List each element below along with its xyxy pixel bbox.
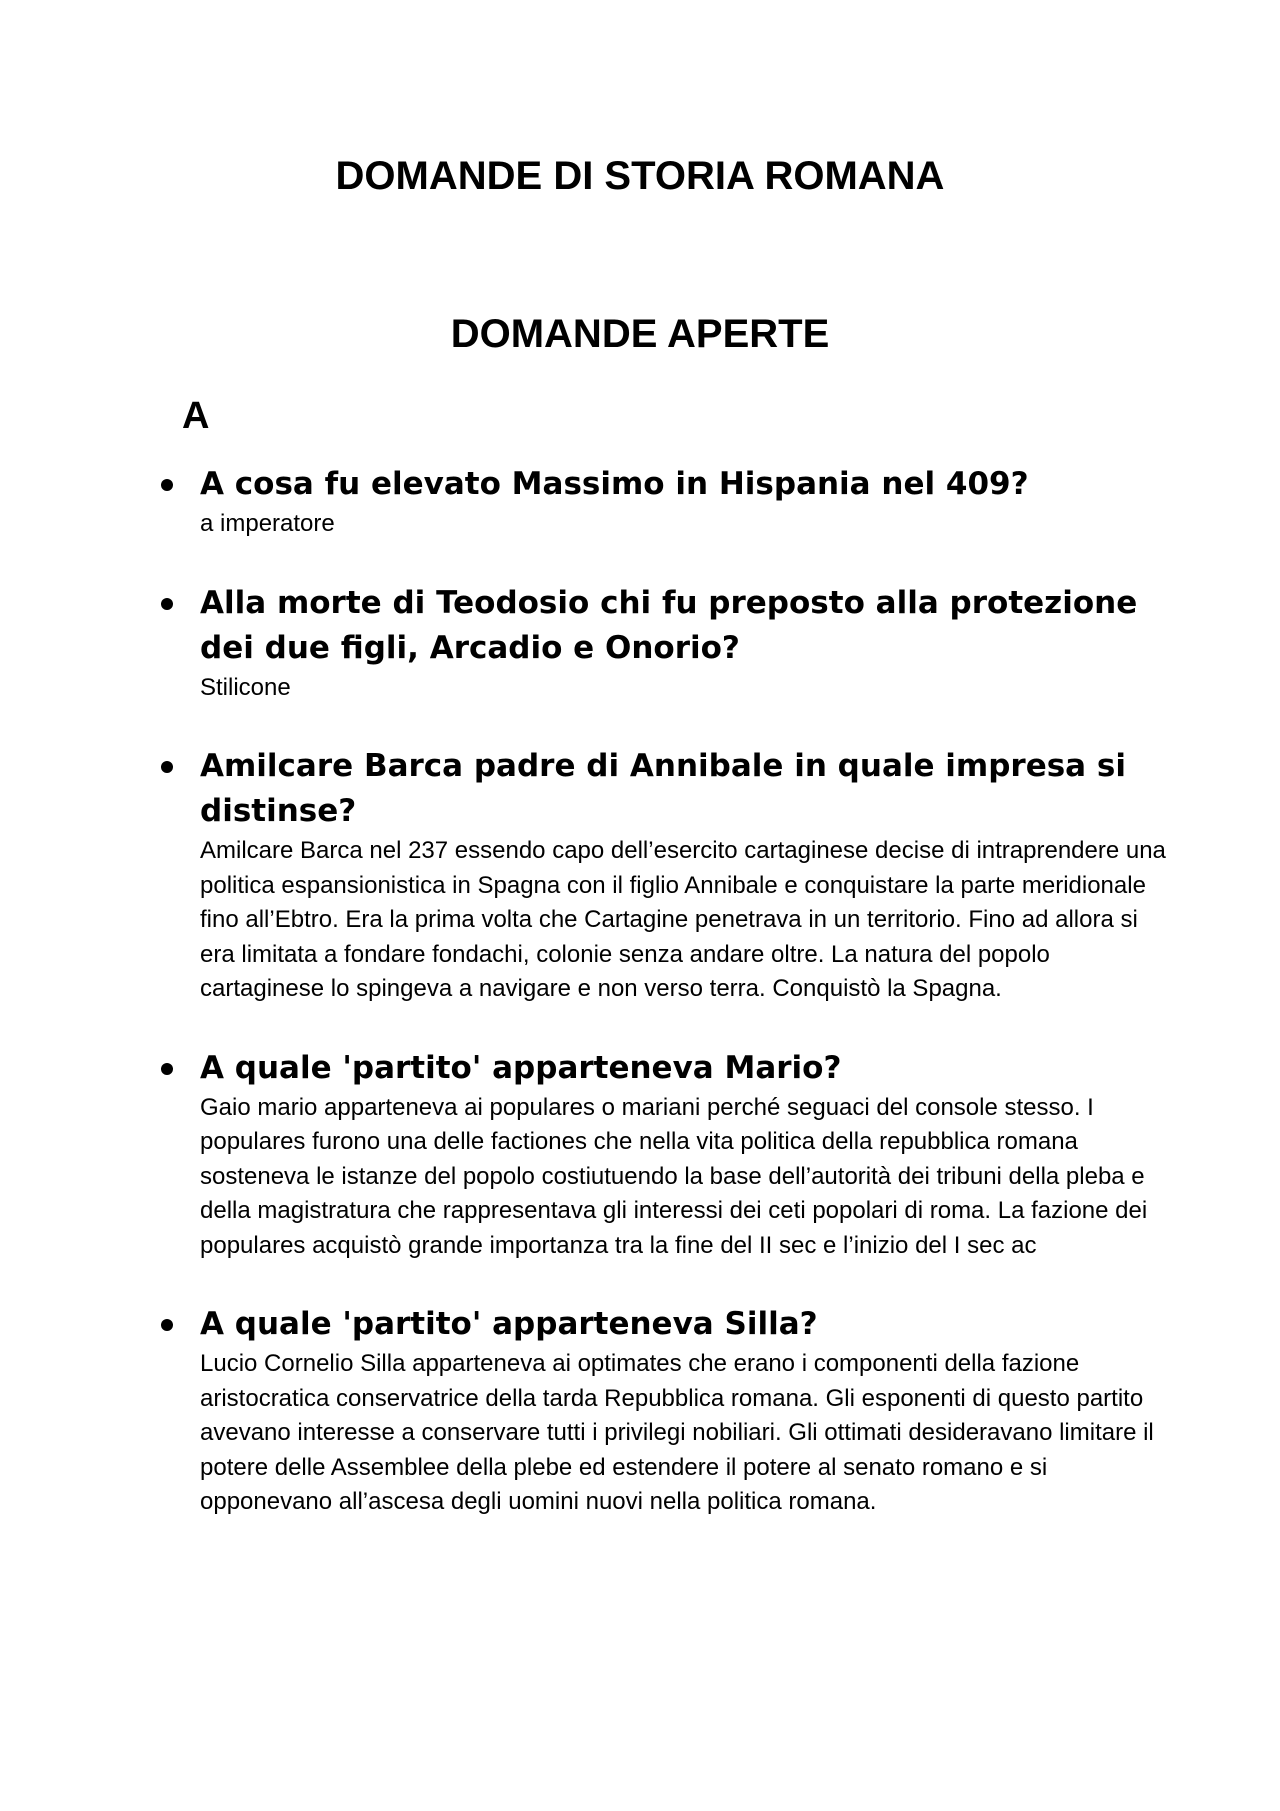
question-text: A quale 'partito' apparteneva Mario? bbox=[200, 1049, 842, 1086]
answer-text: Gaio mario apparteneva ai populares o mariani perché seguaci del console stesso. I populares furono una delle factiones che nella vita politica della repubblica romana sosteneva le istanze del popolo costiutuendo la base dell’autorità dei tribuni della pleba e della magistratura che rappresentava gli interessi dei ceti popolari di roma. La fazione dei populares acquistò grande importanza tra la fine del II sec e l’inizio del I sec ac bbox=[200, 1093, 1148, 1259]
question-text: Alla morte di Teodosio chi fu preposto alla protezione dei due figli, Arcadio e Onorio? bbox=[200, 584, 1138, 666]
bullet-icon bbox=[161, 1063, 173, 1075]
question-item bbox=[0, 1302, 1280, 1520]
question-text: Amilcare Barca padre di Annibale in quale impresa si distinse? bbox=[200, 748, 1126, 829]
question-list bbox=[0, 462, 1280, 1559]
answer-text: a imperatore bbox=[200, 510, 335, 537]
bullet-icon bbox=[161, 598, 173, 610]
question-item bbox=[0, 1046, 1280, 1264]
section-title: DOMANDE APERTE bbox=[450, 312, 830, 356]
bullet-icon bbox=[161, 1319, 173, 1331]
letter-heading: A bbox=[182, 395, 210, 437]
question-text: A cosa fu elevato Massimo in Hispania nel 409? bbox=[200, 466, 1029, 502]
question-item bbox=[0, 744, 1280, 1007]
bullet-icon bbox=[161, 761, 173, 773]
bullet-icon bbox=[161, 479, 173, 491]
question-text: A quale 'partito' apparteneva Silla? bbox=[200, 1306, 818, 1342]
answer-text: Amilcare Barca nel 237 essendo capo dell’esercito cartaginese decise di intraprendere una politica espansionistica in Spagna con il figlio Annibale e conquistare la parte meridionale fino all’Ebtro. Era la prima volta che Cartagine penetrava in un territorio. Fino ad allora si era limitata a fondare fondachi, colonie senza andare oltre. La natura del popolo cartaginese lo spingeva a navigare e non verso terra. Conquistò la Spagna. bbox=[200, 837, 1166, 1002]
answer-text: Lucio Cornelio Silla apparteneva ai optimates che erano i componenti della fazione aristocratica conservatrice della tarda Repubblica romana. Gli esponenti di questo partito avevano interesse a conservare tutti i privilegi nobiliari. Gli ottimati desideravano limitare il potere delle Assemblee della plebe ed estendere il potere al senato romano e si opponevano all’ascesa degli uomini nuovi nella politica romana. bbox=[200, 1350, 1154, 1515]
question-item bbox=[0, 462, 1280, 542]
answer-text: Stilicone bbox=[200, 673, 291, 701]
question-item bbox=[0, 581, 1280, 706]
document-title: DOMANDE DI STORIA ROMANA bbox=[335, 154, 945, 198]
